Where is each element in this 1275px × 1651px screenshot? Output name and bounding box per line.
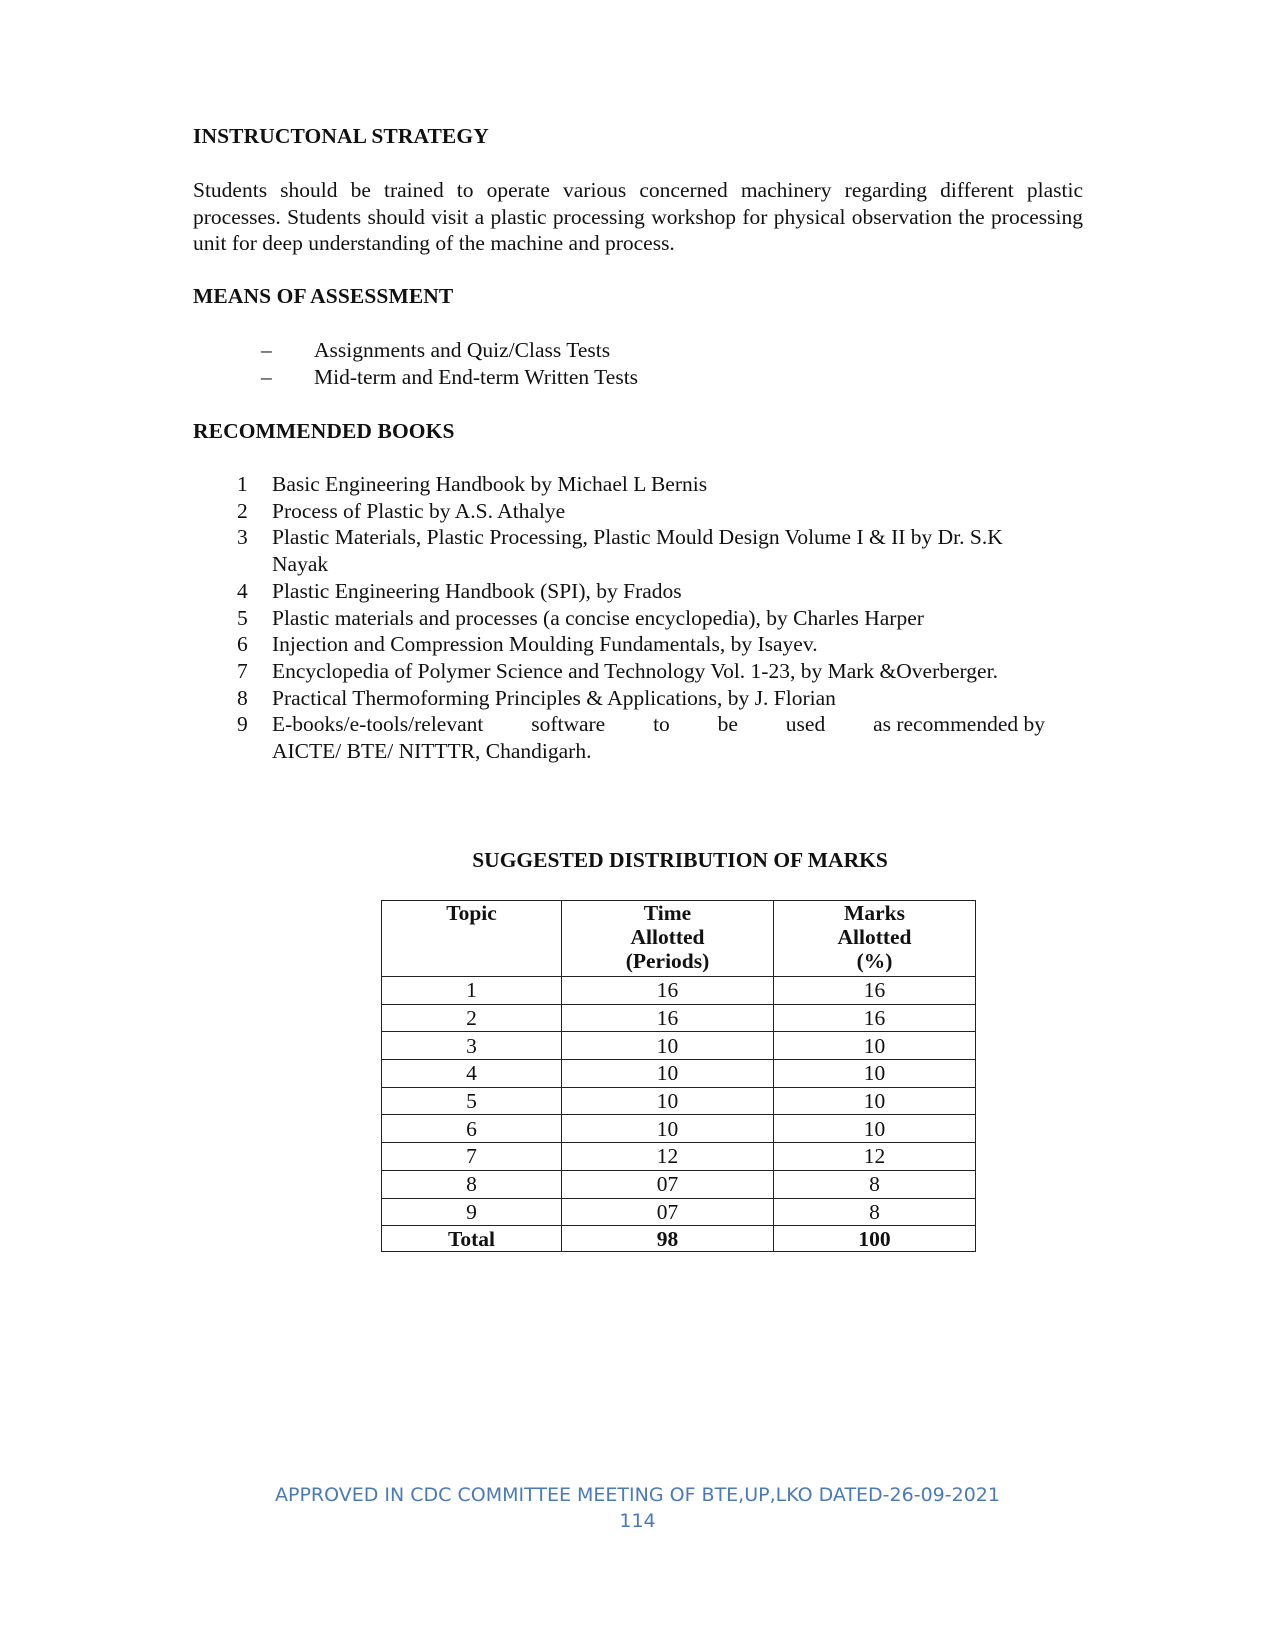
instructional-strategy-heading: INSTRUCTONAL STRATEGY: [193, 124, 489, 148]
book-number: 9: [237, 712, 248, 737]
topic-cell: 5: [382, 1087, 562, 1115]
book-title: Plastic Engineering Handbook (SPI), by Frados: [272, 578, 682, 603]
header-line: (Periods): [625, 949, 710, 973]
book-word: software: [531, 712, 606, 737]
assessment-item-text: Assignments and Quiz/Class Tests: [314, 338, 611, 362]
topic-cell: 4: [382, 1060, 562, 1088]
book-word: E-books/e-tools/relevant: [272, 712, 484, 737]
book-item: [193, 578, 1083, 605]
marks-cell: 16: [774, 977, 976, 1005]
book-title: Injection and Compression Moulding Fundamentals, by Isayev.: [272, 632, 818, 657]
marks-cell: 10: [774, 1060, 976, 1088]
periods-cell: 10: [562, 1032, 774, 1060]
book-item: [193, 498, 1083, 525]
book-item: [193, 711, 1083, 738]
book-number: 5: [237, 605, 248, 630]
total-label-cell: Total: [382, 1226, 562, 1252]
marks-cell: 8: [774, 1170, 976, 1198]
header-line: Allotted: [837, 925, 912, 949]
periods-cell: 07: [562, 1170, 774, 1198]
table-row: [382, 1143, 976, 1171]
book-item: [193, 658, 1083, 685]
marks-cell: 16: [774, 1004, 976, 1032]
assessment-item-text: Mid-term and End-term Written Tests: [314, 365, 639, 389]
book-item: [193, 685, 1083, 712]
periods-cell: 10: [562, 1087, 774, 1115]
periods-cell: 10: [562, 1060, 774, 1088]
periods-cell: 07: [562, 1198, 774, 1226]
instructional-strategy-text: Students should be trained to operate various concerned machinery regarding different plastic processes. Students should visit a plastic processing workshop for physical observation the processing unit for deep understanding of the machine and process.: [193, 178, 1083, 255]
book-word: be: [717, 712, 738, 737]
table-row: [382, 1170, 976, 1198]
topic-cell: 7: [382, 1143, 562, 1171]
book-item-continuation: [193, 738, 1083, 765]
book-title: Plastic Materials, Plastic Processing, Plastic Mould Design Volume I & II by Dr. S.K Nayak: [272, 525, 1003, 577]
periods-cell: 16: [562, 977, 774, 1005]
book-title: Basic Engineering Handbook by Michael L Bernis: [272, 472, 708, 496]
marks-distribution-table: [381, 900, 976, 1252]
assessment-item: [193, 337, 1083, 364]
marks-cell: 8: [774, 1198, 976, 1226]
table-row: [382, 1115, 976, 1143]
header-time-allotted: [562, 901, 774, 977]
book-number: 2: [237, 498, 248, 523]
book-word: as recommended by: [873, 712, 1045, 737]
table-row: [382, 1198, 976, 1226]
book-number: 3: [237, 525, 248, 550]
periods-cell: 10: [562, 1115, 774, 1143]
marks-cell: 10: [774, 1032, 976, 1060]
table-row: [382, 1060, 976, 1088]
topic-cell: 8: [382, 1170, 562, 1198]
means-of-assessment-heading: MEANS OF ASSESSMENT: [193, 284, 454, 308]
table-total-row: [382, 1226, 976, 1252]
book-title: Plastic materials and processes (a concise encyclopedia), by Charles Harper: [272, 605, 924, 630]
marks-cell: 12: [774, 1143, 976, 1171]
table-row: [382, 1004, 976, 1032]
assessment-item: [193, 364, 1083, 391]
header-line: Topic: [446, 901, 497, 925]
header-line: Allotted: [630, 925, 705, 949]
dash-bullet: –: [261, 365, 272, 389]
book-item: [193, 471, 1083, 498]
book-item: [193, 524, 1083, 577]
book-title-line-2: AICTE/ BTE/ NITTTR, Chandigarh.: [272, 739, 592, 764]
book-number: 7: [237, 658, 248, 683]
book-number: 8: [237, 685, 248, 710]
topic-cell: 3: [382, 1032, 562, 1060]
assessment-list: [193, 337, 1083, 391]
marks-cell: 10: [774, 1115, 976, 1143]
header-line: Marks: [844, 901, 905, 925]
book-item: [193, 605, 1083, 632]
book-title: Encyclopedia of Polymer Science and Technology Vol. 1-23, by Mark &Overberger.: [272, 658, 998, 683]
dash-bullet: –: [261, 338, 272, 362]
topic-cell: 2: [382, 1004, 562, 1032]
book-title-line-1: [272, 711, 1045, 738]
book-word: to: [653, 712, 670, 737]
header-marks-allotted: [774, 901, 976, 977]
topic-cell: 9: [382, 1198, 562, 1226]
book-number: 6: [237, 632, 248, 657]
book-number: 1: [237, 472, 248, 496]
total-periods-cell: 98: [562, 1226, 774, 1252]
header-line: (%): [856, 949, 893, 973]
periods-cell: 12: [562, 1143, 774, 1171]
header-line: Time: [643, 901, 692, 925]
book-title: Practical Thermoforming Principles & Applications, by J. Florian: [272, 685, 836, 710]
book-title: Process of Plastic by A.S. Athalye: [272, 498, 566, 523]
table-row: [382, 977, 976, 1005]
marks-table-title: SUGGESTED DISTRIBUTION OF MARKS: [472, 848, 888, 872]
table-row: [382, 1087, 976, 1115]
recommended-books-heading: RECOMMENDED BOOKS: [193, 419, 455, 443]
topic-cell: 1: [382, 977, 562, 1005]
table-row: [382, 1032, 976, 1060]
total-marks-cell: 100: [774, 1226, 976, 1252]
book-number: 4: [237, 578, 248, 603]
page-number: 114: [619, 1510, 656, 1532]
header-topic: [382, 901, 562, 977]
marks-cell: 10: [774, 1087, 976, 1115]
periods-cell: 16: [562, 1004, 774, 1032]
table-header-row: [382, 901, 976, 977]
book-item: [193, 631, 1083, 658]
book-word: used: [785, 712, 826, 737]
recommended-books-list: [193, 471, 1083, 765]
approval-footer: APPROVED IN CDC COMMITTEE MEETING OF BTE,UP,LKO DATED-26-09-2021: [275, 1484, 1000, 1506]
topic-cell: 6: [382, 1115, 562, 1143]
